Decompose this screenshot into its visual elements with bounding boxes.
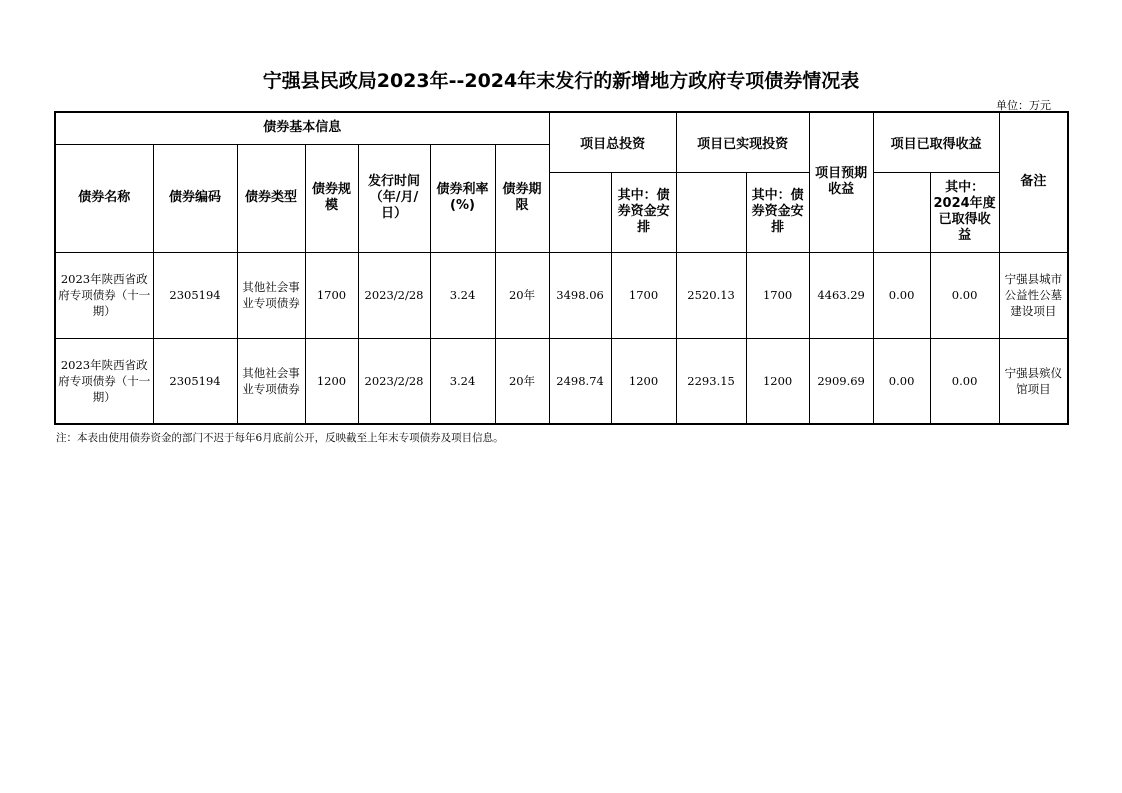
header-bond-name: 债券名称	[55, 144, 153, 252]
cell-term: 20年	[495, 252, 549, 338]
cell-bond-type: 其他社会事业专项债券	[237, 252, 305, 338]
header-row-1	[55, 112, 1068, 144]
header-bond-code: 债券编码	[153, 144, 237, 252]
cell-interest-rate: 3.24	[430, 252, 495, 338]
cell-total-investment: 3498.06	[549, 252, 611, 338]
page-title: 宁强县民政局2023年--2024年末发行的新增地方政府专项债券情况表	[262, 70, 860, 92]
cell-obtained-income: 0.00	[873, 338, 930, 424]
header-bond-type: 债券类型	[237, 144, 305, 252]
cell-expected-income: 2909.69	[809, 338, 873, 424]
cell-total-investment: 2498.74	[549, 338, 611, 424]
cell-obtained-income-2024: 0.00	[930, 338, 999, 424]
unit-label: 单位：万元	[996, 99, 1051, 112]
cell-realized-investment-bond: 1200	[746, 338, 809, 424]
table-row	[55, 252, 1068, 338]
cell-expected-income: 4463.29	[809, 252, 873, 338]
header-realized-investment: 项目已实现投资	[676, 112, 809, 172]
cell-obtained-income: 0.00	[873, 252, 930, 338]
header-obtained-income-blank	[873, 172, 930, 252]
table-row	[55, 338, 1068, 424]
header-realized-investment-bond: 其中：债券资金安排	[746, 172, 809, 252]
cell-bond-code: 2305194	[153, 252, 237, 338]
cell-remarks: 宁强县城市公益性公墓建设项目	[999, 252, 1068, 338]
bond-table	[54, 111, 1069, 425]
header-bond-scale: 债券规模	[305, 144, 358, 252]
header-total-investment-blank	[549, 172, 611, 252]
header-obtained-income: 项目已取得收益	[873, 112, 999, 172]
cell-total-investment-bond: 1700	[611, 252, 676, 338]
cell-interest-rate: 3.24	[430, 338, 495, 424]
cell-remarks: 宁强县殡仪馆项目	[999, 338, 1068, 424]
header-interest-rate: 债券利率(%)	[430, 144, 495, 252]
cell-bond-name: 2023年陕西省政府专项债券（十一期）	[55, 252, 153, 338]
cell-obtained-income-2024: 0.00	[930, 252, 999, 338]
header-realized-investment-blank	[676, 172, 746, 252]
header-total-investment: 项目总投资	[549, 112, 676, 172]
header-remarks: 备注	[999, 112, 1068, 252]
cell-term: 20年	[495, 338, 549, 424]
cell-issue-date: 2023/2/28	[358, 252, 430, 338]
cell-bond-code: 2305194	[153, 338, 237, 424]
header-term: 债券期限	[495, 144, 549, 252]
cell-bond-name: 2023年陕西省政府专项债券（十一期）	[55, 338, 153, 424]
cell-total-investment-bond: 1200	[611, 338, 676, 424]
header-issue-date: 发行时间（年/月/日）	[358, 144, 430, 252]
cell-realized-investment: 2520.13	[676, 252, 746, 338]
cell-realized-investment: 2293.15	[676, 338, 746, 424]
cell-bond-scale: 1200	[305, 338, 358, 424]
header-group-basic-info: 债券基本信息	[55, 112, 549, 144]
footnote: 注：本表由使用债券资金的部门不迟于每年6月底前公开，反映截至上年末专项债券及项目信息。	[56, 432, 504, 444]
header-obtained-income-2024: 其中：2024年度已取得收益	[930, 172, 999, 252]
cell-realized-investment-bond: 1700	[746, 252, 809, 338]
cell-bond-type: 其他社会事业专项债券	[237, 338, 305, 424]
header-total-investment-bond: 其中：债券资金安排	[611, 172, 676, 252]
header-expected-income: 项目预期收益	[809, 112, 873, 252]
cell-issue-date: 2023/2/28	[358, 338, 430, 424]
cell-bond-scale: 1700	[305, 252, 358, 338]
